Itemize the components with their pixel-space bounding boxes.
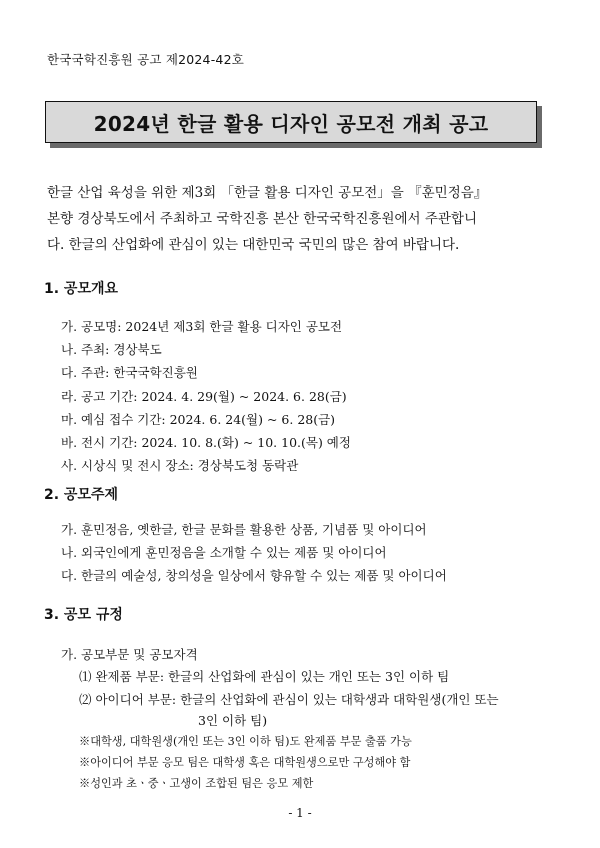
rules-note: ※성인과 초ㆍ중ㆍ고생이 조합된 팀은 응모 제한 <box>79 777 314 790</box>
section-heading-overview: 1. 공모개요 <box>44 281 119 297</box>
rules-list <box>61 643 198 666</box>
page-number: - 1 - <box>288 806 312 820</box>
document-title: 2024년 한글 활용 디자인 공모전 개최 공고 <box>93 111 489 136</box>
list-item: 나. 외국인에게 훈민정음을 소개할 수 있는 제품 및 아이디어 <box>61 545 387 561</box>
intro-line: 다. 한글의 산업화에 관심이 있는 대한민국 국민의 많은 참여 바랍니다. <box>47 237 460 253</box>
rules-subitem-continued: 3인 이하 팀) <box>198 713 268 728</box>
list-item: 마. 예심 접수 기간: 2024. 6. 24(월) ~ 6. 28(금) <box>61 411 336 427</box>
section-heading-themes: 2. 공모주제 <box>44 487 119 503</box>
section-heading-rules: 3. 공모 규정 <box>44 607 123 623</box>
list-item: 다. 주관: 한국국학진흥원 <box>61 365 198 381</box>
overview-list <box>61 315 351 477</box>
intro-paragraph <box>47 180 562 258</box>
list-item: 나. 주최: 경상북도 <box>61 342 162 358</box>
list-item: 가. 공모명: 2024년 제3회 한글 활용 디자인 공모전 <box>61 319 343 334</box>
rules-subitem: ⑵ 아이디어 부문: 한글의 산업화에 관심이 있는 대학생과 대학원생(개인 또는 <box>79 692 499 707</box>
rules-note: ※아이디어 부문 응모 팀은 대학생 혹은 대학원생으로만 구성해야 함 <box>79 756 411 769</box>
list-item: 가. 훈민정음, 옛한글, 한글 문화를 활용한 상품, 기념품 및 아이디어 <box>61 522 427 537</box>
list-item: 라. 공고 기간: 2024. 4. 29(월) ~ 2024. 6. 28(금) <box>61 388 347 404</box>
list-item: 바. 전시 기간: 2024. 10. 8.(화) ~ 10. 10.(목) 예정 <box>61 435 351 451</box>
list-item: 가. 공모부문 및 공모자격 <box>61 647 198 662</box>
rules-subitem: ⑴ 완제품 부문: 한글의 산업화에 관심이 있는 개인 또는 3인 이하 팀 <box>79 669 450 684</box>
intro-line: 본향 경상북도에서 주최하고 국학진흥 본산 한국국학진흥원에서 주관합니 <box>47 211 478 227</box>
list-item: 사. 시상식 및 전시 장소: 경상북도청 동락관 <box>61 458 299 474</box>
rules-note: ※대학생, 대학원생(개인 또는 3인 이하 팀)도 완제품 부문 출품 가능 <box>79 735 412 748</box>
announcement-number: 한국국학진흥원 공고 제2024-42호 <box>47 52 244 67</box>
themes-list <box>61 518 447 588</box>
list-item: 다. 한글의 예술성, 창의성을 일상에서 향유할 수 있는 제품 및 아이디어 <box>61 568 447 584</box>
intro-line: 한글 산업 육성을 위한 제3회 「한글 활용 디자인 공모전」을 『훈민정음』 <box>47 185 488 201</box>
title-box <box>45 101 537 143</box>
